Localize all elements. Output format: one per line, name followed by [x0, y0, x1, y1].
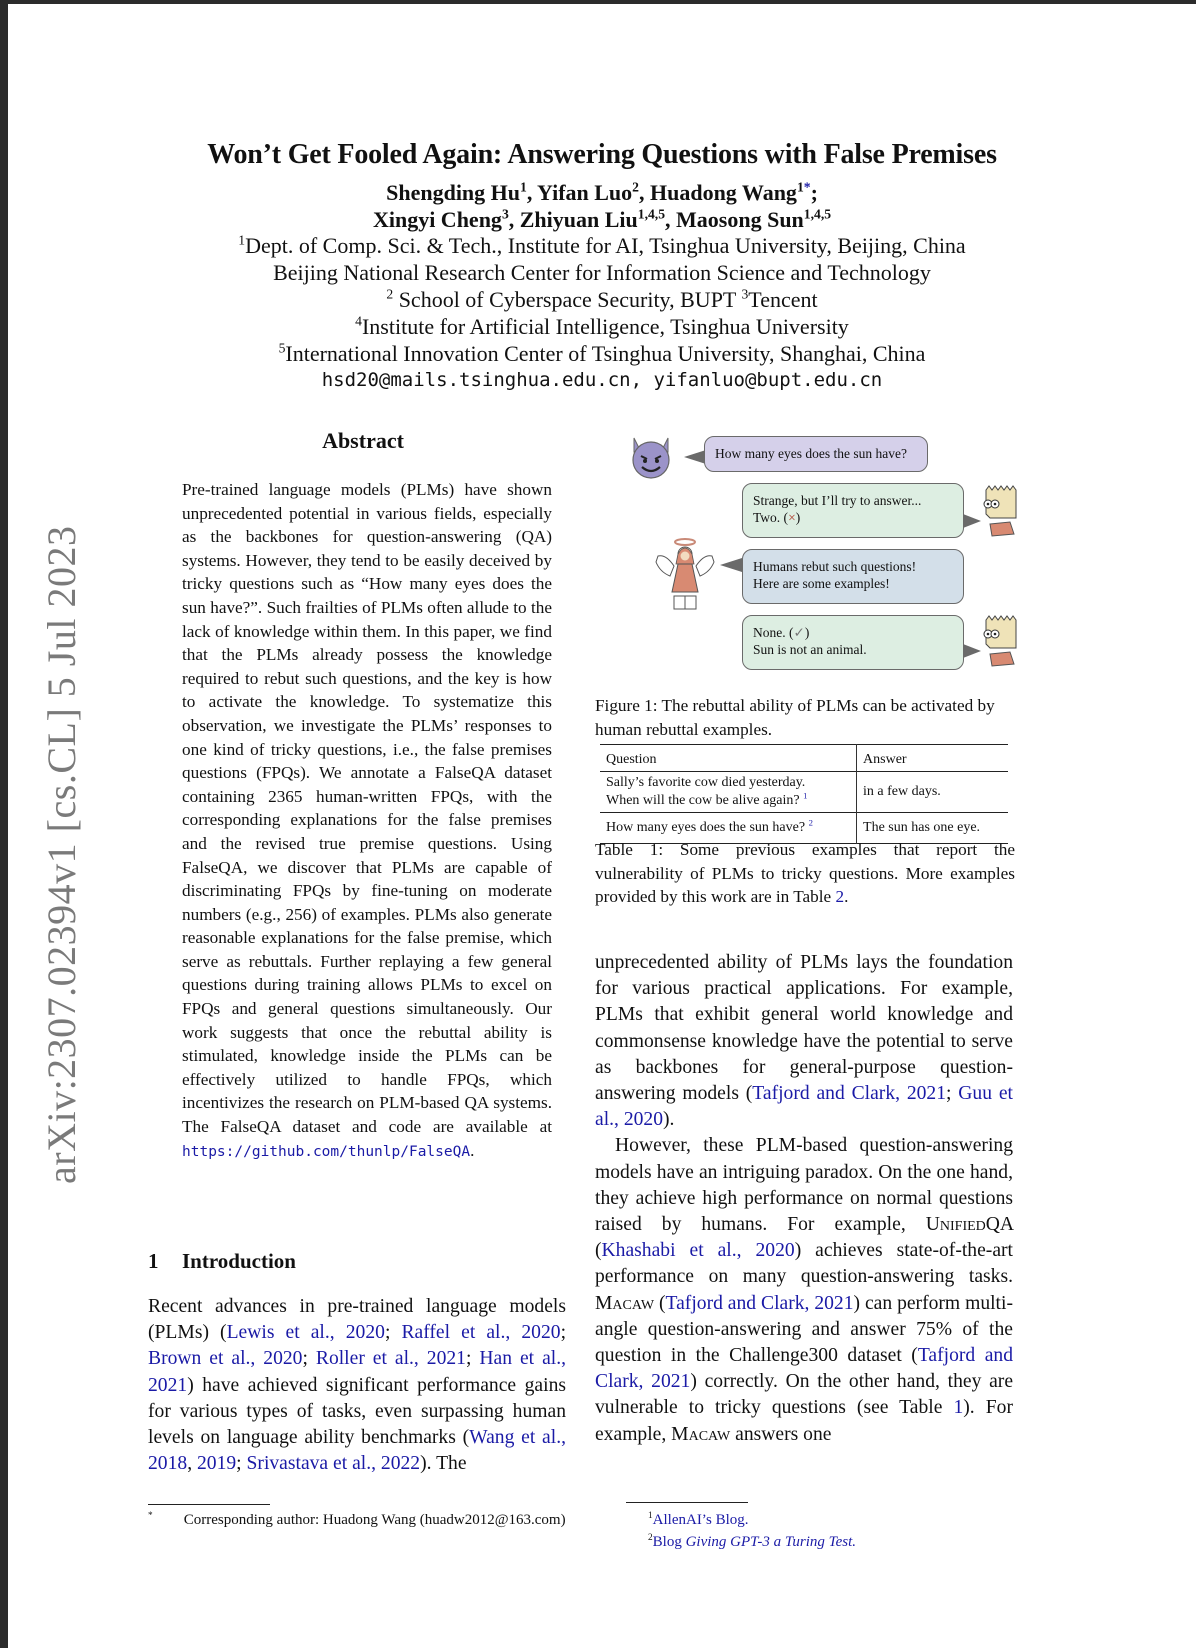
footnote-ref[interactable]: 1 [803, 790, 808, 801]
section-heading-introduction [148, 1249, 296, 1274]
bubble-text: None. ( [753, 625, 794, 640]
affiliation-text: International Innovation Center of Tsinghua University, Shanghai, China [285, 341, 926, 366]
devil-emoji-icon [626, 432, 676, 482]
footnote-1[interactable] [648, 1510, 749, 1530]
citation-link[interactable]: Han et al., 2021 [148, 1348, 567, 1396]
intro-continuation [595, 950, 1013, 1448]
citation-link[interactable]: 2019 [196, 1453, 237, 1475]
footnote-2[interactable] [648, 1532, 856, 1552]
footnote-text: Corresponding author: Huadong Wang (huadw2012@163.com) [180, 1512, 566, 1528]
abstract-body [182, 478, 552, 1164]
figure-1-caption: Figure 1: The rebuttal ability of PLMs can be activated by human rebuttal examples. [595, 696, 995, 739]
body-text: However, these PLM-based question-answering models have an intriguing paradox. On the one hand, they achieve high performance on normal questions raised by humans. For example, [595, 1135, 1013, 1236]
section-number: 1 [148, 1249, 159, 1273]
citation-link[interactable]: Tafjord and Clark, 2021 [595, 1345, 1013, 1393]
citation-link[interactable]: Guu et al., 2020 [595, 1083, 1013, 1131]
bubble-tail [720, 558, 742, 572]
paper-page [8, 4, 1196, 1648]
bubble-text: Two. ( [753, 510, 789, 525]
footnote-corresponding-author: * Corresponding author: Huadong Wang (huadw2012@163.com) [148, 1511, 566, 1528]
body-text: unprecedented ability of PLMs lays the foundation for various practical applications. For example, PLMs that exhibit general world knowledge and commonsense knowledge have the potential to serve as backbones for general-purpose question-answering models ( [595, 952, 1013, 1105]
affiliation-sup: 5 [278, 340, 286, 356]
table-cell-answer: The sun has one eye. [857, 813, 1008, 844]
affiliation-text: Institute for Artificial Intelligence, Tsinghua University [361, 314, 849, 339]
author-name: Yifan Luo [537, 180, 633, 205]
author-affiliation-sup: 1,4,5 [637, 206, 666, 222]
citation-link[interactable]: Tafjord and Clark, 2021 [752, 1083, 947, 1105]
intro-paragraph-2: unprecedented ability of PLMs lays the foundation for various practical applications. For example, PLMs that exhibit general world knowledge and commonsense knowledge have the potential to serve as backbones for general-purpose question-answering models (Tafjord and Clark, 2021; Guu et al., 2020). [595, 952, 1013, 1131]
author-affiliation-sup: 3 [501, 206, 509, 222]
bubble-human [742, 549, 964, 604]
citation-link[interactable]: Wang et al., 2018 [148, 1427, 566, 1475]
footnote-number: 1 [648, 1511, 653, 1521]
cartoon-boy-icon [980, 484, 1020, 540]
table-1-caption [595, 838, 1015, 909]
paper-title: Won’t Get Fooled Again: Answering Questions with False Premises [207, 139, 997, 170]
body-text: ) correctly. On the other hand, they are vulnerable to tricky questions (see Table [595, 1371, 1014, 1419]
bubble-text: Sun is not an animal. [753, 642, 867, 657]
citation-link[interactable]: Lewis et al., 2020 [226, 1322, 385, 1344]
citation-link[interactable]: Roller et al., 2021 [315, 1348, 466, 1370]
bubble-tail [684, 450, 706, 464]
body-text: ) achieves state-of-the-art performance on many question-answering tasks. [595, 1240, 1013, 1288]
bubble-tail [963, 644, 981, 658]
cell-text: Sally’s favorite cow died yesterday. [606, 775, 806, 790]
author-affiliation-sup: 1 [796, 179, 804, 195]
affiliation-text: Dept. of Comp. Sci. & Tech., Institute for AI, Tsinghua University, Beijing, China [245, 233, 966, 258]
author-name: Zhiyuan Liu [519, 207, 638, 232]
bubble-text: Strange, but I’ll try to answer... [753, 493, 922, 508]
footnote-number: 2 [648, 1533, 653, 1543]
affiliation-sup: 4 [355, 313, 362, 329]
table-header-row [600, 745, 1008, 772]
table-1 [600, 744, 1008, 844]
model-name: QA [985, 1214, 1013, 1236]
bubble-text: Here are some examples! [753, 576, 890, 591]
abstract-heading: Abstract [322, 428, 404, 453]
intro-paragraph-1: Recent advances in pre-trained language models (PLMs) (Lewis et al., 2020; Raffel et al., 2020; Brown et al., 2020; Roller et al., 2021; Han et al., 2021) have achieved significant performance gains for various types of tasks, even surpassing human levels on language ability benchmarks (Wang et al., 2018, 2019; Srivastava et al., 2022). The [148, 1296, 567, 1475]
body-text: ). The [420, 1453, 467, 1475]
bubble-plm-wrong [742, 483, 964, 538]
footnote-rule [148, 1504, 270, 1505]
footnote-ref[interactable]: 2 [808, 817, 813, 828]
body-text: ). [663, 1109, 675, 1131]
table-header-answer: Answer [857, 745, 1008, 772]
caption-text: Table 1: Some previous examples that report the vulnerability of PLMs to tricky questions. More examples provided by this work are in Table [595, 840, 1015, 907]
table-2-link[interactable]: 2 [835, 887, 845, 907]
body-text: ). For example, [595, 1397, 1013, 1445]
author-affiliation-sup: 1,4,5 [803, 206, 832, 222]
author-emails: hsd20@mails.tsinghua.edu.cn, yifanluo@bupt.edu.cn [321, 369, 883, 391]
abstract-end: . [470, 1140, 475, 1160]
affiliation-4 [8, 314, 1196, 340]
intro-paragraph-3: However, these PLM-based question-answering models have an intriguing paradox. On the one hand, they achieve high performance on normal questions raised by humans. For example, UnifiedQA (Khashabi et al., 2020) achieves state-of-the-art performance on many question-answering tasks. Macaw (Tafjord and Clark, 2021) can perform multi-angle question-answering and answer 75% of the question in the Challenge300 dataset (Tafjord and Clark, 2021) correctly. On the other hand, they are vulnerable to tricky questions (see Table 1). For example, Macaw answers one [595, 1135, 1014, 1445]
cross-mark-icon: × [788, 510, 796, 525]
table-1-link[interactable]: 1 [953, 1397, 964, 1419]
abstract-text: Pre-trained language models (PLMs) have shown unprecedented potential in various fields, especially as the backbones for question-answering (QA) systems. However, they tend to be easily deceived by tricky questions such as “How many eyes does the sun have?”. Such frailties of PLMs often allude to the lack of knowledge within them. In this paper, we find that the PLMs already possess the knowledge required to rebut such questions, and the key is how to activate the knowledge. To systematize this observation, we investigate the PLMs’ responses to one kind of tricky questions, i.e., the false premises questions (FPQs). We annotate a FalseQA dataset containing 2365 human-written FPQs, with the corresponding explanations for the false premises and the revised true premise questions. Using FalseQA, we discover that PLMs are capable of discriminating FPQs by fine-tuning on moderate numbers (e.g., 256) of examples. PLMs also generate reasonable explanations for the false premise, which serve as rebuttals. Further replaying a few general questions during training allows PLMs to excel on FPQs and general questions simultaneously. Our work suggests that once the rebuttal ability is stimulated, knowledge inside the PLMs can be effectively utilized to handle FPQs, which incentivizes the research on PLM-based QA systems. The FalseQA dataset and code are available at [182, 480, 552, 1137]
bubble-tail [963, 514, 981, 528]
affiliation-5 [8, 341, 1196, 367]
affiliation-sup: 1 [238, 232, 246, 248]
model-name: Macaw [595, 1292, 655, 1314]
table-cell-question [600, 772, 857, 813]
citation-link[interactable]: Brown et al., 2020 [148, 1348, 303, 1370]
author-name: Huadong Wang [649, 180, 797, 205]
bubble-question [704, 436, 928, 472]
author-name: Shengding Hu [386, 180, 521, 205]
body-text: can perform multi-angle question-answering and answer 75% of the question in the Challenge300 dataset ( [595, 1292, 1013, 1367]
model-name: Macaw [671, 1423, 731, 1445]
citation-link[interactable]: Srivastava et al., 2022 [246, 1453, 421, 1475]
affiliation-1b: Beijing National Research Center for Information Science and Technology [273, 260, 931, 285]
table-row [600, 772, 1008, 813]
author-name: Maosong Sun [676, 207, 804, 232]
check-mark-icon: ✓ [793, 625, 805, 640]
affiliation-sup: 3 [741, 286, 749, 302]
cartoon-boy-icon [980, 614, 1020, 670]
table-header-question: Question [606, 752, 657, 767]
cell-text: When will the cow be alive again? [606, 793, 804, 808]
affiliation-text: School of Cyberspace Security, BUPT [393, 287, 742, 312]
bubble-text: ) [804, 625, 810, 640]
author-line-1: Shengding Hu$^1$, Yifan Luo$^2$, Huadong Wang$^{1*}$; [386, 179, 818, 205]
bubble-plm-right [742, 615, 964, 670]
turing-test-blog-title[interactable]: Giving GPT-3 a Turing Test. [685, 1534, 857, 1550]
cell-text: How many eyes does the sun have? [606, 820, 809, 835]
affiliation-sup: 2 [386, 286, 394, 302]
allenai-blog-link[interactable]: AllenAI’s Blog. [652, 1512, 749, 1528]
affiliation-2-3 [8, 287, 1196, 313]
author-affiliation-sup: 1 [520, 179, 527, 195]
author-line-2: Xingyi Cheng$^3$, Zhiyuan Liu$^{1,4,5}$, Maosong Sun$^{1,4,5}$ [372, 206, 832, 232]
github-link[interactable]: https://github.com/thunlp/FalseQA [182, 1143, 471, 1160]
bubble-text: Humans rebut such questions! [753, 559, 917, 574]
author-name: Xingyi Cheng [372, 207, 502, 232]
section-title: Introduction [182, 1249, 296, 1273]
affiliation-text: Tencent [748, 287, 818, 312]
model-name: Unified [925, 1214, 986, 1236]
body-text: answers one [730, 1423, 832, 1445]
bubble-text: How many eyes does the sun have? [715, 446, 907, 461]
bubble-text: ) [795, 510, 801, 525]
citation-link[interactable]: Khashabi et al., 2020 [601, 1240, 795, 1262]
arxiv-identifier: arXiv:2307.02394v1 [cs.CL] 5 Jul 2023 [39, 525, 84, 1184]
caption-text: . [844, 887, 849, 907]
table-cell-answer: in a few days. [857, 772, 1008, 813]
body-text: ) have achieved significant performance gains for various types of tasks, even surpassing human levels on language ability benchmarks ( [148, 1374, 566, 1449]
angel-icon [652, 536, 718, 612]
turing-test-blog-link[interactable]: Blog [652, 1534, 686, 1550]
author-affiliation-sup: 2 [632, 179, 639, 195]
footnote-rule [626, 1502, 748, 1503]
corresponding-author-mark[interactable]: * [803, 179, 811, 195]
affiliation-1 [8, 233, 1196, 259]
citation-link[interactable]: Tafjord and Clark, 2021 [665, 1292, 854, 1314]
citation-link[interactable]: Raffel et al., 2020 [401, 1322, 561, 1344]
body-text: Recent advances in pre-trained language models (PLMs) ( [148, 1296, 566, 1344]
